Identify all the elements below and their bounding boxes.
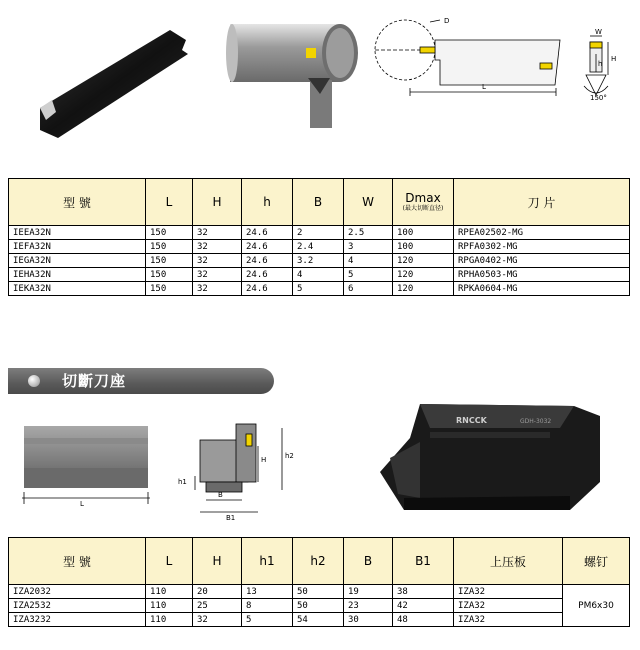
holder-illustrations <box>0 398 640 530</box>
table-cell: RPGA0402-MG <box>454 254 630 268</box>
table-cell: 42 <box>393 599 454 613</box>
table-cell: IZA2032 <box>9 585 146 599</box>
col2-L: L <box>146 538 193 585</box>
table-cell: 20 <box>193 585 242 599</box>
col2-model: 型 號 <box>9 538 146 585</box>
table-cell: 150 <box>146 240 193 254</box>
table-cell: 24.6 <box>242 226 293 240</box>
col-B: B <box>293 179 344 226</box>
table-cell: 19 <box>344 585 393 599</box>
section-title: 切斷刀座 <box>62 372 127 390</box>
table-cell: 3 <box>344 240 393 254</box>
table-cell: 5 <box>242 613 293 627</box>
col-dmax <box>393 179 454 226</box>
holder-marking: GDH-3032 <box>520 418 552 425</box>
holder-dim-B1-label: B1 <box>226 514 236 522</box>
dim-h-label: h <box>598 60 603 68</box>
table-cell: 24.6 <box>242 254 293 268</box>
table-row <box>9 226 630 240</box>
table-row <box>9 254 630 268</box>
table-cell: 32 <box>193 268 242 282</box>
col-insert: 刀 片 <box>454 179 630 226</box>
table-cell: 13 <box>242 585 293 599</box>
table-cell: 110 <box>146 613 193 627</box>
col-model: 型 號 <box>9 179 146 226</box>
table-cell: 50 <box>293 585 344 599</box>
table-cell: 32 <box>193 240 242 254</box>
table-cell: IEKA32N <box>9 282 146 296</box>
table-cell: 3.2 <box>293 254 344 268</box>
table-cell: IEHA32N <box>9 268 146 282</box>
table-cell: 8 <box>242 599 293 613</box>
holder-dim-L-label: L <box>80 500 84 508</box>
table-cell: 25 <box>193 599 242 613</box>
table-cell: RPHA0503-MG <box>454 268 630 282</box>
holder-dim-H-label: H <box>261 456 267 464</box>
table-cell: IEFA32N <box>9 240 146 254</box>
col2-screw: 螺钉 <box>563 538 630 585</box>
table-cell: 150 <box>146 268 193 282</box>
table-cell: RPEA02502-MG <box>454 226 630 240</box>
table-cell: 2.4 <box>293 240 344 254</box>
table-cell: 54 <box>293 613 344 627</box>
blade-spec-table <box>8 178 630 296</box>
holder-dim-B-label: B <box>218 491 223 499</box>
table-row <box>9 282 630 296</box>
holder-logo: RNCCK <box>456 416 487 425</box>
table-cell: 110 <box>146 599 193 613</box>
dmax-sublabel: (最大切断直径) <box>402 205 444 212</box>
table-row <box>9 599 630 613</box>
table-cell: 32 <box>193 613 242 627</box>
blade-spec-rows <box>9 226 630 296</box>
table-row <box>9 613 630 627</box>
table-cell: 24.6 <box>242 240 293 254</box>
table-cell: 100 <box>393 226 454 240</box>
holder-spec-rows <box>9 585 630 627</box>
table-cell: IZA32 <box>454 599 563 613</box>
table-cell: 30 <box>344 613 393 627</box>
table-cell: 32 <box>193 254 242 268</box>
insert-tip-icon <box>306 48 316 58</box>
dim-D-label: D <box>444 17 450 25</box>
holder-spec-table <box>8 537 630 627</box>
table-cell: 6 <box>344 282 393 296</box>
col2-B: B <box>344 538 393 585</box>
table-row <box>9 268 630 282</box>
dmax-label: Dmax <box>405 191 441 205</box>
screw-cell: PM6x30 <box>563 585 630 627</box>
col2-B1: B1 <box>393 538 454 585</box>
table-cell: 38 <box>393 585 454 599</box>
table-cell: 32 <box>193 282 242 296</box>
table-cell: RPFA0302-MG <box>454 240 630 254</box>
table-cell: IZA32 <box>454 585 563 599</box>
col2-h1: h1 <box>242 538 293 585</box>
table-cell: 32 <box>193 226 242 240</box>
dim-H-label: H <box>611 55 617 63</box>
dim-W-label: W <box>595 28 602 36</box>
table-cell: IEEA32N <box>9 226 146 240</box>
table-cell: 4 <box>293 268 344 282</box>
cutting-operation-diagram <box>226 24 358 128</box>
table-cell: 150 <box>146 254 193 268</box>
table-cell: 150 <box>146 282 193 296</box>
table-cell: 5 <box>344 268 393 282</box>
table-cell: IEGA32N <box>9 254 146 268</box>
table-cell: RPKA0604-MG <box>454 282 630 296</box>
section-banner <box>8 368 274 394</box>
col-W: W <box>344 179 393 226</box>
table-cell: IZA2532 <box>9 599 146 613</box>
table-cell: IZA3232 <box>9 613 146 627</box>
table-cell: 2 <box>293 226 344 240</box>
holder-end-view <box>195 424 282 512</box>
dim-L-label: L <box>482 83 486 91</box>
col-L: L <box>146 179 193 226</box>
table-cell: 23 <box>344 599 393 613</box>
table-cell: 4 <box>344 254 393 268</box>
table-row <box>9 585 630 599</box>
table-cell: 100 <box>393 240 454 254</box>
col-H: H <box>193 179 242 226</box>
dim-angle-label: 150° <box>590 94 607 102</box>
col2-h2: h2 <box>293 538 344 585</box>
table-cell: 5 <box>293 282 344 296</box>
holder-block-photo <box>380 404 600 510</box>
top-illustrations <box>0 0 640 170</box>
table-cell: 2.5 <box>344 226 393 240</box>
table-cell: 120 <box>393 282 454 296</box>
cutoff-blade-photo <box>40 30 188 138</box>
holder-dim-h2-label: h2 <box>285 452 294 460</box>
table-cell: 110 <box>146 585 193 599</box>
tool-top-view-drawing <box>375 20 560 96</box>
tool-end-view-drawing <box>584 36 608 95</box>
table-cell: 50 <box>293 599 344 613</box>
table-cell: 120 <box>393 254 454 268</box>
table-cell: 24.6 <box>242 282 293 296</box>
col2-H: H <box>193 538 242 585</box>
bullet-icon <box>28 375 40 387</box>
holder-dim-h1-label: h1 <box>178 478 187 486</box>
table-cell: 150 <box>146 226 193 240</box>
table-cell: 120 <box>393 268 454 282</box>
table-cell: 48 <box>393 613 454 627</box>
table-row <box>9 240 630 254</box>
col-h: h <box>242 179 293 226</box>
table-cell: IZA32 <box>454 613 563 627</box>
col2-clamp: 上压板 <box>454 538 563 585</box>
table-cell: 24.6 <box>242 268 293 282</box>
holder-side-view <box>22 426 150 504</box>
